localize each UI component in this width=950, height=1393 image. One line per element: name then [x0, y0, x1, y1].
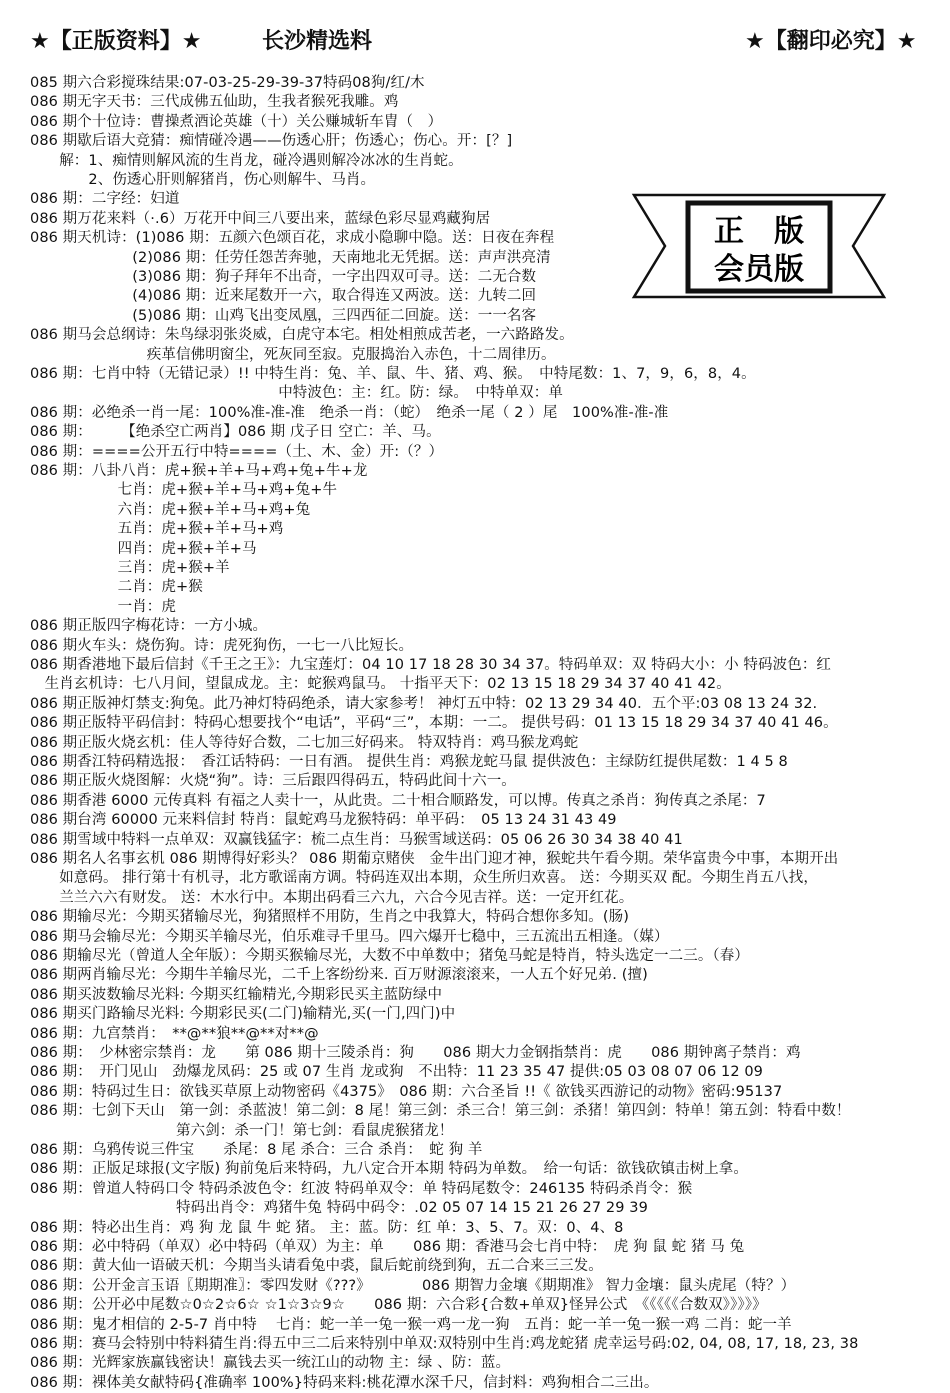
text-line: 如意码。 排行第十有机寻，北方歌谣南方调。特码连双出本期，众生所归欢喜。 送：今期买双 配。今期生肖五八找，: [30, 870, 818, 887]
header-left-banner: ★【正版资料】★: [30, 29, 202, 54]
member-edition-stamp: [628, 185, 890, 307]
text-line: 086 期香港地下最后信封《千王之王》：九宝莲灯：04 10 17 18 28 30 34 37。特码单双：双 特码大小：小 特码波色：红: [30, 657, 832, 673]
text-line: 086 期：====公开五行中特====（土、木、金）开:（？）: [30, 443, 444, 460]
text-line: 兰兰六六有财发。 送：木水行中。本期出码看三六九，六合今见吉祥。送：一定开红花。: [30, 889, 634, 906]
text-line: 086 期名人名事玄机 086 期博得好彩头？ 086 期葡京赌侠 金牛出门迎才神，猴蛇共午看今期。荣华富贵今中事，本期开出: [30, 851, 839, 867]
text-line: 086 期：七剑下天山 第一剑：杀蓝波！第二剑：8 尾！第三剑：杀三合！第三剑：杀猪！第四剑：特单！第五剑：特看中数！: [30, 1103, 851, 1120]
text-line: 086 期：鬼才相信的 2-5-7 肖中特 七肖：蛇一羊一兔一猴一鸡一龙一狗 五肖：蛇一羊一兔一猴一鸡 二肖：蛇一羊: [30, 1316, 792, 1333]
text-line: 086 期：特必出生肖：鸡 狗 龙 鼠 牛 蛇 猪。 主：蓝。防：红 单：3、5、7。双：0、4、8: [30, 1219, 624, 1236]
text-line: 086 期雪域中特料一点单双：双赢钱猛字：梳二点生肖：马猴雪域送码：05 06 26 30 34 38 40 41: [30, 831, 683, 848]
text-line: 086 期香港 6000 元传真料 有福之人卖十一，从此贵。二十相合顺路发，可以博。传真之杀肖：狗传真之杀尾：7: [30, 792, 766, 809]
text-line: 一肖：虎: [30, 598, 176, 615]
text-line: 086 期输尽光（曾道人全年版）：今期买猴输尽光，大数不中单数中；猪兔马蛇是特肖，特头选定一二三。（春）: [30, 948, 749, 964]
text-line: 086 期输尽光：今期买猪输尽光，狗猪照样不用防，生肖之中我算大，特码合想你多知。(肠): [30, 909, 629, 926]
text-line: 086 期：赛马会特别中特料猜生肖:得五中三二后来特别中单双:双特别中生肖:鸡龙蛇猪 虎幸运号码:02, 04, 08, 17, 18, 23, 38: [30, 1336, 859, 1352]
text-line: 二肖：虎+猴: [30, 579, 203, 596]
text-line: 086 期正版四字梅花诗：一方小城。: [30, 618, 268, 635]
text-line: 086 期火车头：烧伤狗。诗：虎死狗伤，一七一八比短长。: [30, 637, 414, 654]
text-line: 086 期歇后语大竞猜：痴情碰冷遇——伤透心肝；伤透心；伤心。开：[？]: [30, 133, 513, 150]
text-line: 086 期：裸体美女献特码{准确率 100%}特码来料:桃花潭水深千尺，信封料：鸡狗相合二三出。: [30, 1374, 659, 1391]
text-line: 086 期：曾道人特码口令 特码杀波色令：红波 特码单双令：单 特码尾数令：246135 特码杀肖令：猴: [30, 1180, 693, 1197]
text-line: 解：1、痴情则解风流的生肖龙，碰冷遇则解冷冰冰的生肖蛇。: [30, 152, 463, 169]
text-line: 086 期：公开必中尾数☆0☆2☆6☆ ☆1☆3☆9☆ 086 期：六合彩{合数+单双}怪异公式 《《《《《合数双》》》》》: [30, 1297, 767, 1314]
text-line: 086 期：公开金言玉语〖期期准〗：零四发财《???》 086 期智力金壤《期期准》 智力金壤：鼠头虎尾（特？）: [30, 1277, 796, 1294]
text-line: 086 期马会输尽光：今期买羊输尽光，伯乐难寻千里马。四六爆开七稳中，三五流出五相逢。（媒）: [30, 928, 669, 945]
text-line: 086 期香江特码精选报： 香江话特码：一日有酒。 提供生肖：鸡猴龙蛇马鼠 提供波色：主绿防红提供尾数：1 4 5 8: [30, 754, 788, 770]
header-right-banner: ★【翻印必究】★: [745, 29, 917, 54]
text-line: 086 期：必绝杀一肖一尾：100%准-准-准 绝杀一肖：（蛇） 绝杀一尾（ 2 ）尾 100%准-准-准: [30, 404, 669, 421]
text-line: 086 期天机诗：(1)086 期：五颜六色颂百花，求成小隐聊中隐。送：日夜在奔程: [30, 230, 555, 247]
text-line: 086 期：乌鸦传说三件宝 杀尾：8 尾 杀合：三合 杀肖： 蛇 狗 羊: [30, 1142, 483, 1158]
text-line: 086 期：九宫禁肖： **@**狼**@**对**@: [30, 1025, 319, 1042]
text-line: 三肖：虎+猴+羊: [30, 560, 230, 576]
text-line: 中特波色：主：红。防：绿。 中特单双：单: [30, 385, 563, 402]
text-line: 086 期两肖输尽光：今期牛羊输尽光，二千上客纷纷来. 百万财源滚滚来，一人五个好兄弟. (擅): [30, 967, 648, 984]
text-line: 086 期买波数输尽光料: 今期买红输精光,今期彩民买主蓝防绿中: [30, 986, 443, 1003]
text-line: 086 期正版火烧玄机：佳人等待好合数，二七加三好码来。 特双特肖：鸡马猴龙鸡蛇: [30, 734, 579, 751]
text-line: (2)086 期：任劳任怨苦奔驰，天南地北无凭据。送：声声洪亮清: [30, 249, 551, 266]
text-line: 086 期台湾 60000 元来料信封 特肖：鼠蛇鸡马龙猴特码：单平码： 05 13 24 31 43 49: [30, 812, 617, 829]
text-line: 2、伤透心肝则解猪肖，伤心则解牛、马肖。: [30, 172, 376, 188]
text-line: 086 期：二字经：妇道: [30, 191, 180, 208]
text-line: 086 期：光辉家族赢钱密诀！赢钱去买一统江山的动物 主：绿 、防：蓝。: [30, 1355, 511, 1372]
stamp-line-2: 会员版: [714, 252, 804, 287]
text-line: 五肖：虎+猴+羊+马+鸡: [30, 521, 284, 538]
text-line: 六肖：虎+猴+羊+马+鸡+兔: [30, 501, 311, 518]
text-line: 086 期买门路输尽光料: 今期彩民买(二门)输精光,买(一门,四门)中: [30, 1006, 456, 1023]
text-line: 086 期： 开门见山 劲爆龙凤码：25 或 07 生肖 龙或狗 不出特：11 23 35 47 提供:05 03 08 07 06 12 09: [30, 1064, 764, 1081]
text-line: 生肖玄机诗：七八月间，望鼠成龙。主：蛇猴鸡鼠马。 十指平天下：02 13 15 18 29 34 37 40 41 42。: [30, 676, 731, 693]
text-line: 086 期： 少林密宗禁肖：龙 第 086 期十三陵杀肖：狗 086 期大力金钢指禁肖：虎 086 期钟离子禁肖：鸡: [30, 1045, 801, 1061]
text-line: 086 期马会总纲诗：朱鸟绿羽张炎威，白虎守本宅。相处相煎成苦老，一六路路发。: [30, 327, 574, 344]
text-line: 疾革信佛明窗尘，死灰同至寂。克服捣治入赤色，十二周律历。: [30, 346, 556, 363]
text-line: 086 期：必中特码（单双）必中特码（单双）为主：单 086 期：香港马会七肖中特： 虎 狗 鼠 蛇 猪 马 兔: [30, 1239, 745, 1255]
text-line: 086 期无字天书：三代成佛五仙助，生我者猴死我雕。鸡: [30, 94, 399, 111]
text-line: 七肖：虎+猴+羊+马+鸡+兔+牛: [30, 482, 338, 499]
text-line: 086 期：七肖中特（无错记录）!! 中特生肖：兔、羊、鼠、牛、猪、鸡、猴。 中特尾数：1、7，9，6，8，4。: [30, 366, 756, 382]
text-line: 086 期： 【绝杀空亡两肖】086 期 戊子日 空亡：羊、马。: [30, 424, 441, 441]
page-title: 长沙精选料: [262, 29, 373, 54]
text-line: (3)086 期：狗子拜年不出奇，一字出四双可寻。送：二无合数: [30, 269, 537, 285]
text-line: (4)086 期：近来尾数开一六，取合得连又两波。送：九转二回: [30, 288, 537, 305]
page-header: [0, 0, 950, 70]
text-line: 第六剑：杀一门！第七剑：看鼠虎猴猪龙！: [30, 1122, 454, 1139]
stamp-line-1: 正 版: [714, 214, 804, 249]
text-line: 086 期：正版足球报(文字版) 狗前兔后来特码，九八定合开本期 特码为单数。 给一句话：欲钱砍镇击树上拿。: [30, 1161, 748, 1178]
text-line: 086 期：特码过生日：欲钱买草原上动物密码《4375》 086 期：六合圣旨 !!《 欲钱买西游记的动物》密码:95137: [30, 1083, 783, 1100]
text-line: 085 期六合彩搅珠结果:07-03-25-29-39-37特码08狗/红/木: [30, 75, 425, 91]
text-line: 086 期个十位诗：曹操煮酒论英雄（十）关公赚城斩车胄（ ）: [30, 113, 443, 130]
text-line: 特码出肖令：鸡猪牛兔 特码中码令：.02 05 07 14 15 21 26 27 29 39: [30, 1200, 648, 1217]
text-line: 086 期正版神灯禁支:狗兔。此乃神灯特码绝杀，请大家参考！ 神灯五中特：02 13 29 34 40．五个平:03 08 13 24 32.: [30, 695, 818, 712]
text-line: 086 期正版特平码信封：特码心想要找个“电话”，平码“三”，本期：一二。 提供号码：01 13 15 18 29 34 37 40 41 46。: [30, 715, 838, 732]
text-line: (5)086 期：山鸡飞出变凤凰，三四西征二回旋。送：一一名客: [30, 307, 537, 324]
text-line: 086 期正版火烧图解：火烧“狗”。诗：三后跟四得码五，特码此间十六一。: [30, 773, 516, 790]
text-line: 086 期：黄大仙一语破天机：今期当头请看兔中裘，鼠后蛇前绕到狗，五二合来三三发。: [30, 1258, 603, 1275]
text-line: 086 期：八卦八肖：虎+猴+羊+马+鸡+兔+牛+龙: [30, 463, 368, 479]
text-line: 086 期万花来料（·.6）万花开中间三八要出来，蓝绿色彩尽显鸡藏狗居: [30, 210, 491, 227]
text-line: 四肖：虎+猴+羊+马: [30, 540, 257, 557]
